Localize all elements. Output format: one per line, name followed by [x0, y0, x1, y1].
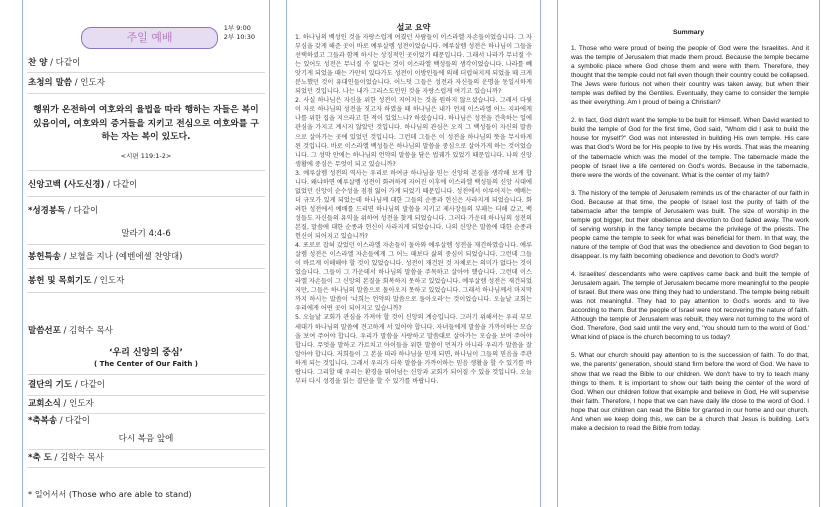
praise-song: 다시 복음 앞에: [118, 434, 174, 444]
order-item-news: [28, 399, 264, 410]
english-summary-body: [571, 44, 809, 501]
summary-paragraph: 3. 예루살렘 성전의 역사는 우리로 하여금 하나님을 믿는 신앙의 본질을 생각해 보게 합니다. 왜냐하면 예루살렘 성전이 화려하게 지어진 이후에 이스라엘 백성들의 신앙 시대에 없었던 신앙이 순수성을 점점 잃어 가게 되었기 때문입니다. 성전에서 이루어지는 예배는 더 규모가 있게 되었는데 하나님께 대한 그들의 순종과 헌신은 사라지게 되었습니다. 화려한 성전에서 예배를 드리면 하나님의 말씀을 지키고 제사장들의 부패는 더해 갔고, 백성들도 자신들의 유익을 위하여 성전을 찾게 되었습니다. 그러다 가운데 하나님의 성전의 본질, 말씀에 대한 순종과 헌신이 사라지게 되었습니다. 나의 신앙은 말씀에 대한 순종과 헌신이 되어지고 있습니까?: [295, 169, 532, 241]
order-label: *축복송: [28, 416, 58, 426]
order-label: 교회소식: [28, 399, 61, 409]
order-label: 말씀선포: [28, 326, 61, 336]
divider: [27, 244, 265, 245]
order-label: 봉헌 및 목회기도: [28, 276, 92, 286]
order-label: 결단의 기도: [28, 380, 73, 390]
summary-paragraph: 5. 오늘날 교회가 관심을 가져야 할 것이 신앙의 계승입니다. 그러기 위해서는 우리 부모 세대가 하나님의 말씀에 견고하게 서 있어야 합니다. 자녀들에게 말씀을 가까이하는 모습을 보여 주어야 합니다. 우리가 말씀을 사랑하고 말씀대로 살아가는 모습을 보여 주어야 합니다. 무엇을 말하고 가르치고 아이들을 위한 말씀이 먼저가 아니라 우리가 말씀을 잘 알아야 합니다. 저희들이 그 본을 따라 하나님을 믿게 되면, 하나님이 그들의 믿음을 주관하게 되는 것입니다. 그래서 우리가 더욱 말씀을 가까이하는 믿음 생활을 할 수 있기를 바랍니다. 그리할 때 우리는 환경을 뛰어넘는 신앙과 교회가 되어질 수 있을 것입니다. 오늘부터 다시 성경을 읽는 결단을 할 수 있기를 바랍니다.: [295, 314, 532, 385]
worship-order-panel: [22, 0, 270, 507]
summary-paragraph: 2. 사실 하나님은 자신을 위한 성전이 지어지는 것을 원하지 않으셨습니다. 그래서 다윗이 자로 하나님의 성전을 짓고자 하였을 때 하나님은 내가 언제 이스라엘 어느 지파에게 나를 위한 집을 지으라고 한 적이 있었느냐? 하셨습니다. 하나님은 성전을 건축하는 일에 관심을 가지고 계시지 않았던 것입니다. 하나님의 관심은 오직 그 백성들이 자신의 말씀으로 살아가는 곳에 있었던 것입니다. 그런데 그들은 이 성전을 하나님의 뜻을 무시하게 된 것입니다. 바로 이스라엘 백성들은 하나님의 말씀을 중심으로 살아가게 하는 것이었습니다. 그 성막 안에는 하나님의 언약의 말씀을 담은 법궤가 있었기 때문입니다. 나의 신앙 생활에 중심은 무엇이 되고 있습니까?: [295, 97, 532, 168]
divider: [27, 413, 265, 414]
divider: [27, 196, 265, 197]
summary-paragraph: 2. In fact, God didn't want the temple to be built for Himself. When David wanted to build the temple of God for the first time, God said, "Whom did I ask to build the house for myself?" God was not interested in building His own temple. His care was that God's Word be for His people to live by His words. That was the meaning of the tabernacle which was the model of the temple. The tabernacle made the people of Israel live a life centered on God's words. Because in the tabernacle, there were the words of the covenant. What is the center of my faith?: [571, 117, 809, 179]
summary-paragraph: 4. Israelites' descendants who were captives came back and built the temple of Jerusalem again. The temple of Jerusalem became more meaningful to the people of Israel. But there was one thing they had to understand. The temple being rebuilt was not meaningful. They had to pay attention to God's words and to live according to them. But the people of Israel were not recovering the nature of faith. Although the temple of Jerusalem was rebuilt, they were not turning to the word of God. Therefore, God said until the very end, 'You should turn to the word of God.' What kind of place is the church becoming to us today?: [571, 271, 809, 342]
english-summary-panel: [557, 0, 820, 507]
order-item-creed: [28, 180, 264, 191]
order-item-psalm: [28, 206, 264, 217]
order-item-sermon: [28, 326, 264, 337]
call-to-worship: 행위가 온전하여 여호와의 율법을 따라 행하는 자들은 복이 있음이여, 여호와의 증거들을 지키고 전심으로 여호와를 구하는 자는 복이 있도다.: [33, 105, 259, 142]
summary-paragraph: 1. 하나님의 백성인 것을 자랑스럽게 여겼던 사람들이 이스라엘 자손들이었습니다. 그 자부심을 갖게 해준 곳이 바로 예루살렘 성전이었습니다. 예루살렘 성전은 하나님이 그들을 선택하셨고 그들과 함께 하시는 상징적인 곳이었기 때문입니다. 그래서 나라가 무너질 수는 있어도 성전은 무너질 수 없다는 것이 이스라엘 백성들의 생각이었습니다. 나라를 빼앗기게 되었을 때는 가만히 있다가도 성전이 이방인들에 의해 더럽혀지게 되었을 때 크게 분노했던 것이 유대인들이었습니다. 어느덧 그들은 성전과 자신들의 운명을 동일시하게 되었던 것입니다. 나는 내가 그리스도인인 것을 자랑스럽게 여기고 있습니까?: [295, 34, 532, 96]
service-title: 주일 예배: [81, 27, 218, 49]
order-person: / 인도자: [60, 399, 94, 409]
order-label: *성경봉독: [28, 206, 66, 216]
order-item-decision: [28, 380, 264, 391]
english-summary-title: Summary: [673, 29, 704, 36]
order-item-chan: [28, 58, 264, 69]
order-item-blessing: [28, 453, 264, 464]
service-time-2: 2부 10:30: [223, 33, 255, 41]
order-person: / 인도자: [72, 78, 105, 88]
order-person: / 다같이: [47, 58, 81, 68]
order-person: / 김학수 목사: [51, 453, 104, 463]
service-time-1: 1부 9:00: [223, 24, 251, 32]
order-item-invite: [28, 78, 264, 89]
order-person: / 다같이: [72, 380, 105, 390]
call-reference: <시편 119:1-2>: [120, 152, 172, 160]
service-times: [224, 24, 255, 42]
sermon-subtitle: ( The Center of Our Faith ): [93, 360, 198, 368]
divider: [27, 395, 265, 396]
divider: [27, 170, 265, 171]
order-person: / 김학수 목사: [60, 326, 113, 336]
order-label: 찬 양: [28, 58, 48, 68]
summary-paragraph: 4. 포로로 잡혀 갔었던 이스라엘 자손들이 돌아와 예루살렘 성전을 재건하였습니다. 예루살렘 성전은 이스라엘 자손들에게 그 어느 때보다 삶의 중심이 되었습니다. 그런데 그들이 바르게 이해해야 할 것이 있었습니다. 성전이 재건된 것 자체로는 의미가 없다는 것이었습니다. 그들이 그 가운데서 하나님의 말씀을 주목하고 살아야 했습니다. 그런데 이스라엘 자손들이 그 신앙의 본질을 회복하지 못하고 있었습니다. 예루살렘 성전은 재건되었지만, 그들은 하나님의 말씀으로 돌아오지 못하고 있었습니다. 그래서 하나님께서 마지막까지 하시는 말씀이 '너희는 언약의 말씀으로 돌아오라'는 것이었습니다. 오늘날 교회는 우리에게 어떤 곳이 되어지고 있습니까?: [295, 242, 532, 313]
order-item-praise: [28, 416, 264, 427]
divider: [27, 449, 265, 450]
sermon-title: ‘우리 신앙의 중심’: [109, 348, 183, 358]
standing-note: * 일어서서 (Those who are able to stand): [28, 489, 192, 499]
korean-summary-body: [295, 33, 532, 499]
order-person: / 다같이: [57, 416, 90, 426]
order-item-offering-hymn: [28, 252, 264, 263]
order-label: 봉헌특송: [28, 252, 61, 262]
scripture-reading: 말라기 4:4-6: [121, 229, 171, 239]
summary-paragraph: 1. Those who were proud of being the people of God were the Israelites. And it was the temple of Jerusalem that made them proud. Because the temple became a symbolic place where God chose them and were with them. Therefore, they thought that the temple could not fall even though their country could be collapsed. The Jews were furious not when their country was taken away, but when their temple was defiled by the Gentiles. Eventually, they came to consider the temple as their everything. Am I proud of being a Christian?: [571, 45, 809, 107]
divider: [27, 467, 265, 468]
order-person: / 다같이: [65, 206, 99, 216]
order-item-offering-prayer: [28, 276, 264, 287]
order-label: 신앙고백 (사도신경): [28, 180, 105, 190]
order-person: / 다같이: [104, 180, 138, 190]
korean-summary-panel: [286, 0, 541, 507]
summary-paragraph: 3. The history of the temple of Jerusalem reminds us of the character of our faith in God. Because at that time, the people of Israel lost the purity of faith of the tabernacle after the temple of Jerusalem was built. The size of worship in the temple got bigger, but their obedience and devotion to God faded away. The work of serving worship in the fancy temple became the privilege of the priests. The people came the temple to seek for what was beneficial for them. In that way, the nature of the temple of God that was the obedience and devotion to God began to disappear. Is my faith becoming obedience and devotion to God's word?: [571, 189, 809, 260]
divider: [27, 72, 265, 73]
summary-paragraph: 5. What our church should pay attention to is the succession of faith. To do that, we, the parents' generation, should stand firm before the word of God. We have to show that we read the Bible to our children. We don't have to try to teach many things to them. It is important to show our faith being the center of the word of God. When our children follow that example and believe in God, He will supervise their faith. Therefore, I hope that we can have daily life close to the word of God. I hope that our children can read the Bible for granted in our home and our church. And when we keep doing this, we can be a church that Jesus is building. Let's make a decision to read the Bible from today.: [571, 352, 809, 432]
order-label: *축 도: [28, 453, 52, 463]
divider: [27, 93, 265, 94]
order-person: / 보혈을 지나 (예벤에셀 찬양대): [60, 252, 183, 262]
order-label: 초청의 말씀: [28, 78, 73, 88]
divider: [27, 268, 265, 269]
divider: [27, 374, 265, 375]
korean-summary-title: 설교 요약: [396, 23, 431, 32]
order-person: / 인도자: [91, 276, 125, 286]
divider: [27, 292, 265, 293]
